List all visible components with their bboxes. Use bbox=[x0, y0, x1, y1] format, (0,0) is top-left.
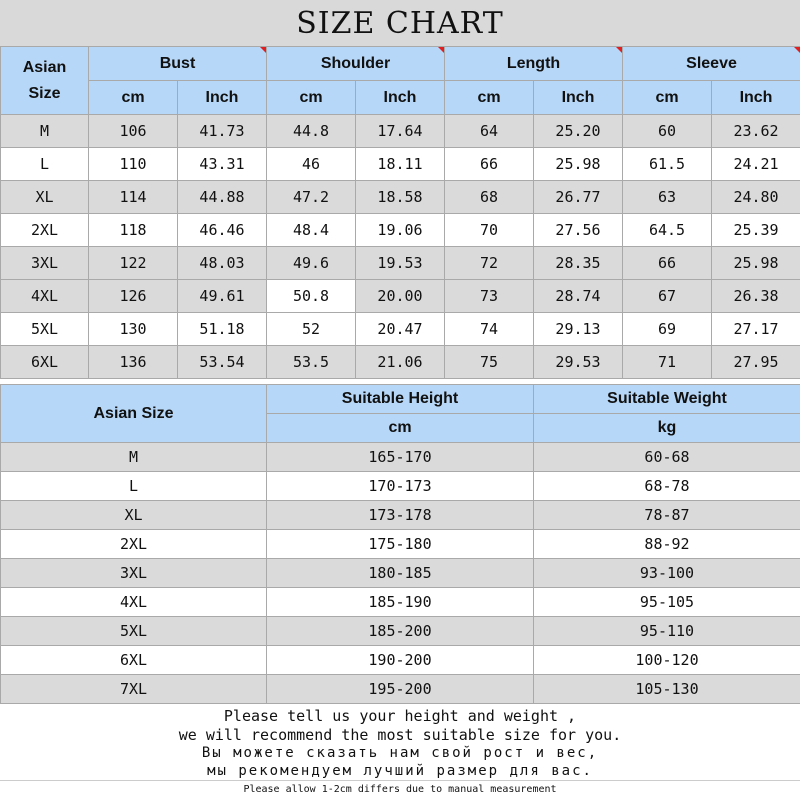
weight-cell: 60-68 bbox=[534, 443, 800, 472]
value-cell: 28.35 bbox=[534, 247, 623, 280]
size-cell: 7XL bbox=[1, 675, 267, 704]
value-cell: 48.4 bbox=[267, 214, 356, 247]
size-cell: M bbox=[1, 443, 267, 472]
footer-en-line2: we will recommend the most suitable size for you. bbox=[178, 726, 622, 744]
value-cell: 64.5 bbox=[623, 214, 712, 247]
size-cell: 3XL bbox=[1, 247, 89, 280]
weight-cell: 95-110 bbox=[534, 617, 800, 646]
value-cell: 61.5 bbox=[623, 148, 712, 181]
value-cell: 26.77 bbox=[534, 181, 623, 214]
unit-header: cm bbox=[623, 81, 712, 115]
value-cell: 28.74 bbox=[534, 280, 623, 313]
value-cell: 69 bbox=[623, 313, 712, 346]
value-cell: 24.80 bbox=[712, 181, 800, 214]
value-cell: 23.62 bbox=[712, 115, 800, 148]
value-cell: 75 bbox=[445, 346, 534, 379]
value-cell: 47.2 bbox=[267, 181, 356, 214]
value-cell: 53.5 bbox=[267, 346, 356, 379]
value-cell: 74 bbox=[445, 313, 534, 346]
value-cell: 50.8 bbox=[267, 280, 356, 313]
value-cell: 64 bbox=[445, 115, 534, 148]
value-cell: 29.13 bbox=[534, 313, 623, 346]
value-cell: 41.73 bbox=[178, 115, 267, 148]
height-cell: 195-200 bbox=[267, 675, 534, 704]
table-row bbox=[1, 617, 800, 646]
table-row bbox=[1, 181, 800, 214]
value-cell: 29.53 bbox=[534, 346, 623, 379]
size-cell: XL bbox=[1, 181, 89, 214]
corner-mark-icon bbox=[438, 47, 444, 53]
value-cell: 20.00 bbox=[356, 280, 445, 313]
value-cell: 72 bbox=[445, 247, 534, 280]
table-row bbox=[1, 214, 800, 247]
value-cell: 70 bbox=[445, 214, 534, 247]
unit-header: cm bbox=[267, 81, 356, 115]
value-cell: 114 bbox=[89, 181, 178, 214]
table-row bbox=[1, 675, 800, 704]
value-cell: 27.17 bbox=[712, 313, 800, 346]
value-cell: 126 bbox=[89, 280, 178, 313]
unit-header: cm bbox=[267, 414, 534, 443]
size-cell: 6XL bbox=[1, 346, 89, 379]
value-cell: 48.03 bbox=[178, 247, 267, 280]
value-cell: 27.95 bbox=[712, 346, 800, 379]
value-cell: 110 bbox=[89, 148, 178, 181]
footer-en-line1: Please tell us your height and weight , bbox=[223, 707, 577, 725]
length-header: Length bbox=[445, 47, 623, 81]
size-cell: M bbox=[1, 115, 89, 148]
value-cell: 25.39 bbox=[712, 214, 800, 247]
bust-header: Bust bbox=[89, 47, 267, 81]
value-cell: 26.38 bbox=[712, 280, 800, 313]
size-cell: 4XL bbox=[1, 280, 89, 313]
table-row bbox=[1, 115, 800, 148]
value-cell: 25.98 bbox=[712, 247, 800, 280]
height-cell: 190-200 bbox=[267, 646, 534, 675]
height-cell: 180-185 bbox=[267, 559, 534, 588]
value-cell: 52 bbox=[267, 313, 356, 346]
height-cell: 185-200 bbox=[267, 617, 534, 646]
unit-header: Inch bbox=[356, 81, 445, 115]
unit-header: Inch bbox=[178, 81, 267, 115]
value-cell: 49.6 bbox=[267, 247, 356, 280]
table-row bbox=[1, 148, 800, 181]
shoulder-header: Shoulder bbox=[267, 47, 445, 81]
height-cell: 175-180 bbox=[267, 530, 534, 559]
unit-header: kg bbox=[534, 414, 800, 443]
corner-mark-icon bbox=[794, 47, 800, 53]
size-cell: 5XL bbox=[1, 617, 267, 646]
table-row bbox=[1, 588, 800, 617]
measurement-note: Please allow 1-2cm differs due to manual measurement bbox=[243, 784, 557, 795]
height-cell: 170-173 bbox=[267, 472, 534, 501]
value-cell: 44.88 bbox=[178, 181, 267, 214]
size-cell: 2XL bbox=[1, 214, 89, 247]
table-row bbox=[1, 443, 800, 472]
corner-mark-icon bbox=[616, 47, 622, 53]
size-cell: 5XL bbox=[1, 313, 89, 346]
value-cell: 17.64 bbox=[356, 115, 445, 148]
table-row bbox=[1, 530, 800, 559]
value-cell: 73 bbox=[445, 280, 534, 313]
value-cell: 19.06 bbox=[356, 214, 445, 247]
value-cell: 46 bbox=[267, 148, 356, 181]
size-cell: L bbox=[1, 472, 267, 501]
value-cell: 51.18 bbox=[178, 313, 267, 346]
weight-cell: 100-120 bbox=[534, 646, 800, 675]
chart-title: SIZE CHART bbox=[0, 0, 800, 47]
table-row bbox=[1, 472, 800, 501]
value-cell: 25.20 bbox=[534, 115, 623, 148]
height-weight-table bbox=[0, 384, 800, 704]
value-cell: 68 bbox=[445, 181, 534, 214]
value-cell: 44.8 bbox=[267, 115, 356, 148]
table-row bbox=[1, 280, 800, 313]
table-row bbox=[1, 313, 800, 346]
value-cell: 66 bbox=[623, 247, 712, 280]
value-cell: 136 bbox=[89, 346, 178, 379]
value-cell: 21.06 bbox=[356, 346, 445, 379]
sleeve-header: Sleeve bbox=[623, 47, 800, 81]
height-cell: 173-178 bbox=[267, 501, 534, 530]
value-cell: 43.31 bbox=[178, 148, 267, 181]
weight-cell: 88-92 bbox=[534, 530, 800, 559]
weight-cell: 93-100 bbox=[534, 559, 800, 588]
value-cell: 67 bbox=[623, 280, 712, 313]
weight-cell: 68-78 bbox=[534, 472, 800, 501]
value-cell: 49.61 bbox=[178, 280, 267, 313]
weight-header: Suitable Weight bbox=[534, 385, 800, 414]
value-cell: 46.46 bbox=[178, 214, 267, 247]
table-row bbox=[1, 346, 800, 379]
table-row bbox=[1, 501, 800, 530]
value-cell: 66 bbox=[445, 148, 534, 181]
value-cell: 18.58 bbox=[356, 181, 445, 214]
value-cell: 63 bbox=[623, 181, 712, 214]
size-cell: 6XL bbox=[1, 646, 267, 675]
value-cell: 53.54 bbox=[178, 346, 267, 379]
size-cell: 2XL bbox=[1, 530, 267, 559]
value-cell: 25.98 bbox=[534, 148, 623, 181]
weight-cell: 105-130 bbox=[534, 675, 800, 704]
value-cell: 19.53 bbox=[356, 247, 445, 280]
value-cell: 18.11 bbox=[356, 148, 445, 181]
value-cell: 106 bbox=[89, 115, 178, 148]
value-cell: 60 bbox=[623, 115, 712, 148]
size-header: Asian Size bbox=[1, 385, 267, 443]
corner-mark-icon bbox=[260, 47, 266, 53]
height-cell: 165-170 bbox=[267, 443, 534, 472]
unit-header: Inch bbox=[534, 81, 623, 115]
value-cell: 122 bbox=[89, 247, 178, 280]
table-row bbox=[1, 247, 800, 280]
measurement-table bbox=[0, 46, 800, 379]
value-cell: 20.47 bbox=[356, 313, 445, 346]
size-cell: L bbox=[1, 148, 89, 181]
value-cell: 27.56 bbox=[534, 214, 623, 247]
value-cell: 130 bbox=[89, 313, 178, 346]
height-header: Suitable Height bbox=[267, 385, 534, 414]
value-cell: 118 bbox=[89, 214, 178, 247]
table-row bbox=[1, 559, 800, 588]
size-cell: 4XL bbox=[1, 588, 267, 617]
value-cell: 71 bbox=[623, 346, 712, 379]
value-cell: 24.21 bbox=[712, 148, 800, 181]
footer-ru-line2: мы рекомендуем лучший размер для вас. bbox=[207, 763, 593, 779]
unit-header: Inch bbox=[712, 81, 800, 115]
size-cell: 3XL bbox=[1, 559, 267, 588]
footer-divider bbox=[0, 780, 800, 781]
weight-cell: 78-87 bbox=[534, 501, 800, 530]
height-cell: 185-190 bbox=[267, 588, 534, 617]
unit-header: cm bbox=[89, 81, 178, 115]
footer-ru-line1: Вы можете сказать нам свой рост и вес, bbox=[201, 745, 599, 761]
size-header: Asian Size bbox=[1, 47, 89, 115]
size-cell: XL bbox=[1, 501, 267, 530]
table-row bbox=[1, 646, 800, 675]
unit-header: cm bbox=[445, 81, 534, 115]
weight-cell: 95-105 bbox=[534, 588, 800, 617]
